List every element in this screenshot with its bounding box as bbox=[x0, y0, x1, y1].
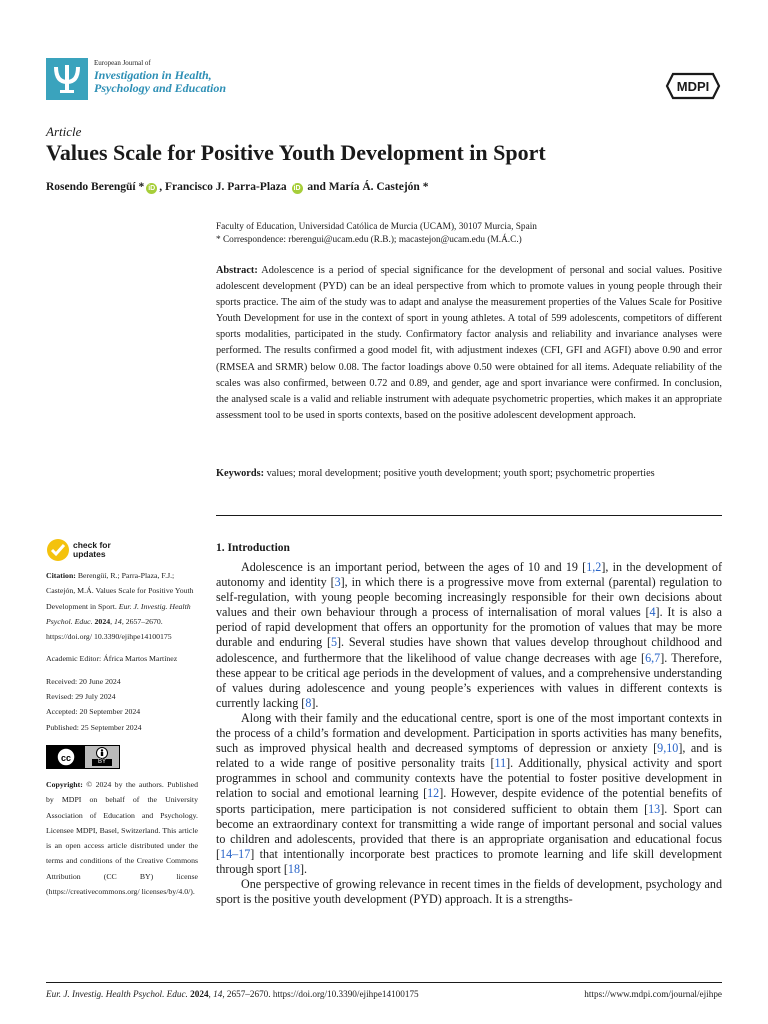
citation: Citation: Berengüí, R.; Parra-Plaza, F.J.; Castejón, M.Á. Values Scale for Positive Youth Development in Sport. Eur. J. Investig. Health Psychol. Educ. 2024, 14, 2657–2670. https://doi.org/ 10.3390/ejihpe14100175 bbox=[46, 571, 194, 642]
mdpi-logo-text: MDPI bbox=[676, 79, 710, 94]
text-run: ]. Additionally, physical activity and sport programmes in school and community contexts have the potential to foster positive development in relation to social and emotional learning [ bbox=[216, 756, 722, 801]
footer-year: 2024 bbox=[190, 989, 209, 999]
article-sidebar bbox=[46, 538, 198, 899]
date-revised: Revised: 29 July 2024 bbox=[46, 692, 116, 702]
cc-by-license-badge[interactable] bbox=[46, 745, 120, 769]
citation-link[interactable]: 13 bbox=[648, 801, 661, 816]
footer-pages-doi[interactable]: , 2657–2670. https://doi.org/10.3390/ejihpe14100175 bbox=[222, 989, 419, 999]
orcid-icon[interactable]: iD bbox=[148, 185, 156, 192]
affiliation-block bbox=[216, 221, 537, 247]
check-updates-line1: check for bbox=[73, 540, 111, 550]
citation-link[interactable]: 18 bbox=[287, 861, 300, 876]
citation-link[interactable]: 4 bbox=[649, 605, 656, 620]
citation-link[interactable]: 12 bbox=[427, 786, 440, 801]
text-run: ]. Sport can become an extraordinary context for transmitting a wide range of important personal and social values to children and adolescents, provided that there is an appropriate organisation and educational focus [ bbox=[216, 801, 722, 861]
citation-volume: 14 bbox=[114, 616, 122, 626]
affiliation: Faculty of Education, Universidad Católica de Murcia (UCAM), 30107 Murcia, Spain bbox=[216, 222, 537, 232]
citation-year: 2024 bbox=[94, 616, 111, 626]
text-run: ], and is related to a wide range of positive personality traits [ bbox=[216, 741, 722, 771]
journal-name-line1: Investigation in Health, bbox=[94, 68, 212, 82]
text-run: ]. bbox=[299, 861, 308, 876]
copyright-text: © 2024 by the authors. Published by MDPI on behalf of the University Association of Education and Psychology. Licensee MDPI, Basel, Switzerland. This article is an open access article distributed under the terms and conditions of the Creative Commons Attribution (CC BY) license (https://creativecommons.org/ licenses/by/4.0/). bbox=[46, 779, 198, 897]
history-dates bbox=[46, 674, 198, 735]
article-title: Values Scale for Positive Youth Development in Sport bbox=[46, 140, 546, 165]
text-run: ]. bbox=[311, 695, 319, 710]
text-run: ], in the development of autonomy and identity [ bbox=[216, 560, 722, 590]
text-run: ]. However, despite evidence of the potential benefits of sports participation, mere participation is not considered sufficient to obtain them [ bbox=[216, 786, 722, 816]
citation-link[interactable]: 3 bbox=[334, 575, 341, 590]
text-run: ], in which there is a progressive move from external (parental) regulation to self-regulation, with young people becoming increasingly responsible for their own decisions about values and their own behaviour through a process of internalisation of moral values [ bbox=[216, 575, 722, 620]
citation-link[interactable]: 11 bbox=[494, 756, 507, 771]
paragraph-3: One perspective of growing relevance in recent times in the fields of development, psychology and sport is the positive youth development (PYD) approach. It is a strengths- bbox=[216, 876, 722, 907]
check-updates-line2: updates bbox=[73, 549, 106, 559]
footer-journal-url[interactable]: https://www.mdpi.com/journal/ejihpe bbox=[584, 989, 722, 999]
license-badge-text: BY bbox=[92, 759, 112, 766]
text-run: ]. Therefore, these appear to be critical age periods in the development of values, and a comprehensive understanding of values during adolescence and young people’s experiences with values in different contexts is currently lacking [ bbox=[216, 650, 723, 710]
citation-link[interactable]: 6,7 bbox=[645, 650, 661, 665]
citation-link[interactable]: 5 bbox=[330, 635, 338, 650]
citation-link[interactable]: 9,10 bbox=[657, 741, 679, 756]
keywords-label: Keywords: bbox=[216, 468, 265, 479]
copyright-label: Copyright: bbox=[46, 779, 83, 789]
author-list bbox=[46, 181, 428, 194]
orcid-icon[interactable]: iD bbox=[293, 185, 301, 192]
article-type: Article bbox=[46, 124, 82, 139]
citation-journal: Eur. J. Investig. Health Psychol. Educ. bbox=[46, 601, 191, 626]
citation-link[interactable]: 1,2 bbox=[586, 560, 602, 574]
paragraph-1 bbox=[216, 560, 722, 711]
keywords-text: values; moral development; positive youth development; youth sport; psychometric properties bbox=[264, 468, 655, 479]
date-published: Published: 25 September 2024 bbox=[46, 722, 142, 732]
section-heading: 1. Introduction bbox=[216, 542, 290, 554]
citation-link[interactable]: 14–17 bbox=[220, 846, 251, 861]
svg-text:cc: cc bbox=[60, 752, 72, 763]
citation-text: Berengüí, R.; Parra-Plaza, F.J.; Castejón, M.Á. Values Scale for Positive Youth Development in Sport. bbox=[46, 571, 194, 611]
section-divider bbox=[216, 515, 722, 516]
date-received: Received: 20 June 2024 bbox=[46, 676, 121, 686]
abstract-label: Abstract: bbox=[216, 265, 258, 276]
citation-rest[interactable]: , 2657–2670. https://doi.org/ 10.3390/ejihpe14100175 bbox=[46, 616, 172, 642]
author-3[interactable]: and María Á. Castejón * bbox=[304, 181, 429, 193]
cc-icon bbox=[47, 746, 85, 768]
correspondence: * Correspondence: rberengui@ucam.edu (R.B.); macastejon@ucam.edu (M.Á.C.) bbox=[216, 235, 522, 245]
academic-editor: Academic Editor: África Martos Martínez bbox=[46, 654, 178, 664]
journal-psi-logo-icon bbox=[46, 58, 88, 100]
citation-label: Citation: bbox=[46, 571, 76, 580]
abstract-text: Adolescence is a period of special significance for the development of personal and social values. Positive adolescent development (PYD) can be an ideal perspective from which to promote values in young people through their sports practice. The aim of the study was to adapt and analyse the measurement properties of the Values Scale for Positive Youth Development for use in the context of sport in young athletes. A total of 599 adolescents, competitors of different sports modalities, participated in the study. Confirmatory factor analysis and reliability and invariance analyses were performed. The results confirmed a good model fit, with adjustment indexes (CFI, GFI and AGFI) above 0.90 and error (RMSEA and SRMR) below 0.08. The factor loadings above 0.50 were obtained for all items. Adequate reliability of the scales was also confirmed, between 0.72 and 0.89, and gender, age and sport invariance were confirmed. In conclusion, the analysed scale is a valid and reliable instrument with adequate psychometric properties, which makes it an appropriate assessment tool to be used in sports contexts, based on the positive adolescent development approach. bbox=[216, 265, 722, 421]
text-run: ]. Several studies have shown that values develop throughout childhood and adolescence, and furthermore that the likelihood of value change decreases with age [ bbox=[216, 635, 723, 665]
text-run: Adolescence is an important period, between the ages of 10 and 19 [ bbox=[241, 560, 587, 574]
citation-link[interactable]: 8 bbox=[305, 695, 312, 710]
paragraph-2 bbox=[216, 711, 722, 877]
mdpi-logo bbox=[665, 70, 721, 102]
introduction-body bbox=[216, 560, 722, 907]
check-for-updates-button[interactable] bbox=[46, 538, 198, 562]
text-run: ]. It is also a period of rapid development that offers an opportunity for the promotion of values that may be more durable and enduring [ bbox=[216, 605, 722, 650]
journal-header bbox=[46, 58, 226, 100]
copyright bbox=[46, 777, 198, 899]
footer-journal: Eur. J. Investig. Health Psychol. Educ. bbox=[46, 989, 188, 999]
footer-volume: 14 bbox=[213, 989, 223, 999]
author-2[interactable]: , Francisco J. Parra-Plaza bbox=[159, 181, 287, 193]
footer-citation: Eur. J. Investig. Health Psychol. Educ. 2024, 14, 2657–2670. https://doi.org/10.3390/ejihpe14100175 bbox=[46, 989, 419, 999]
check-updates-icon bbox=[46, 538, 70, 562]
date-accepted: Accepted: 20 September 2024 bbox=[46, 707, 141, 717]
attribution-person-icon bbox=[96, 747, 108, 759]
journal-label-small: European Journal of bbox=[94, 59, 151, 67]
journal-name-line2: Psychology and Education bbox=[94, 81, 227, 95]
keywords bbox=[216, 466, 722, 482]
text-run: ] that intentionally incorporate best practices to promote learning and life skill development through sport [ bbox=[216, 846, 722, 876]
footer-divider bbox=[46, 982, 722, 983]
abstract bbox=[216, 263, 722, 424]
author-1[interactable]: Rosendo Berengüí * bbox=[46, 181, 145, 193]
text-run: Along with their family and the educational centre, sport is one of the most important contexts in the process of a child’s formation and development. Participation in sports activities has many benefits, such as improved physical health and decreased symptoms of depression or anxiety [ bbox=[216, 710, 722, 756]
